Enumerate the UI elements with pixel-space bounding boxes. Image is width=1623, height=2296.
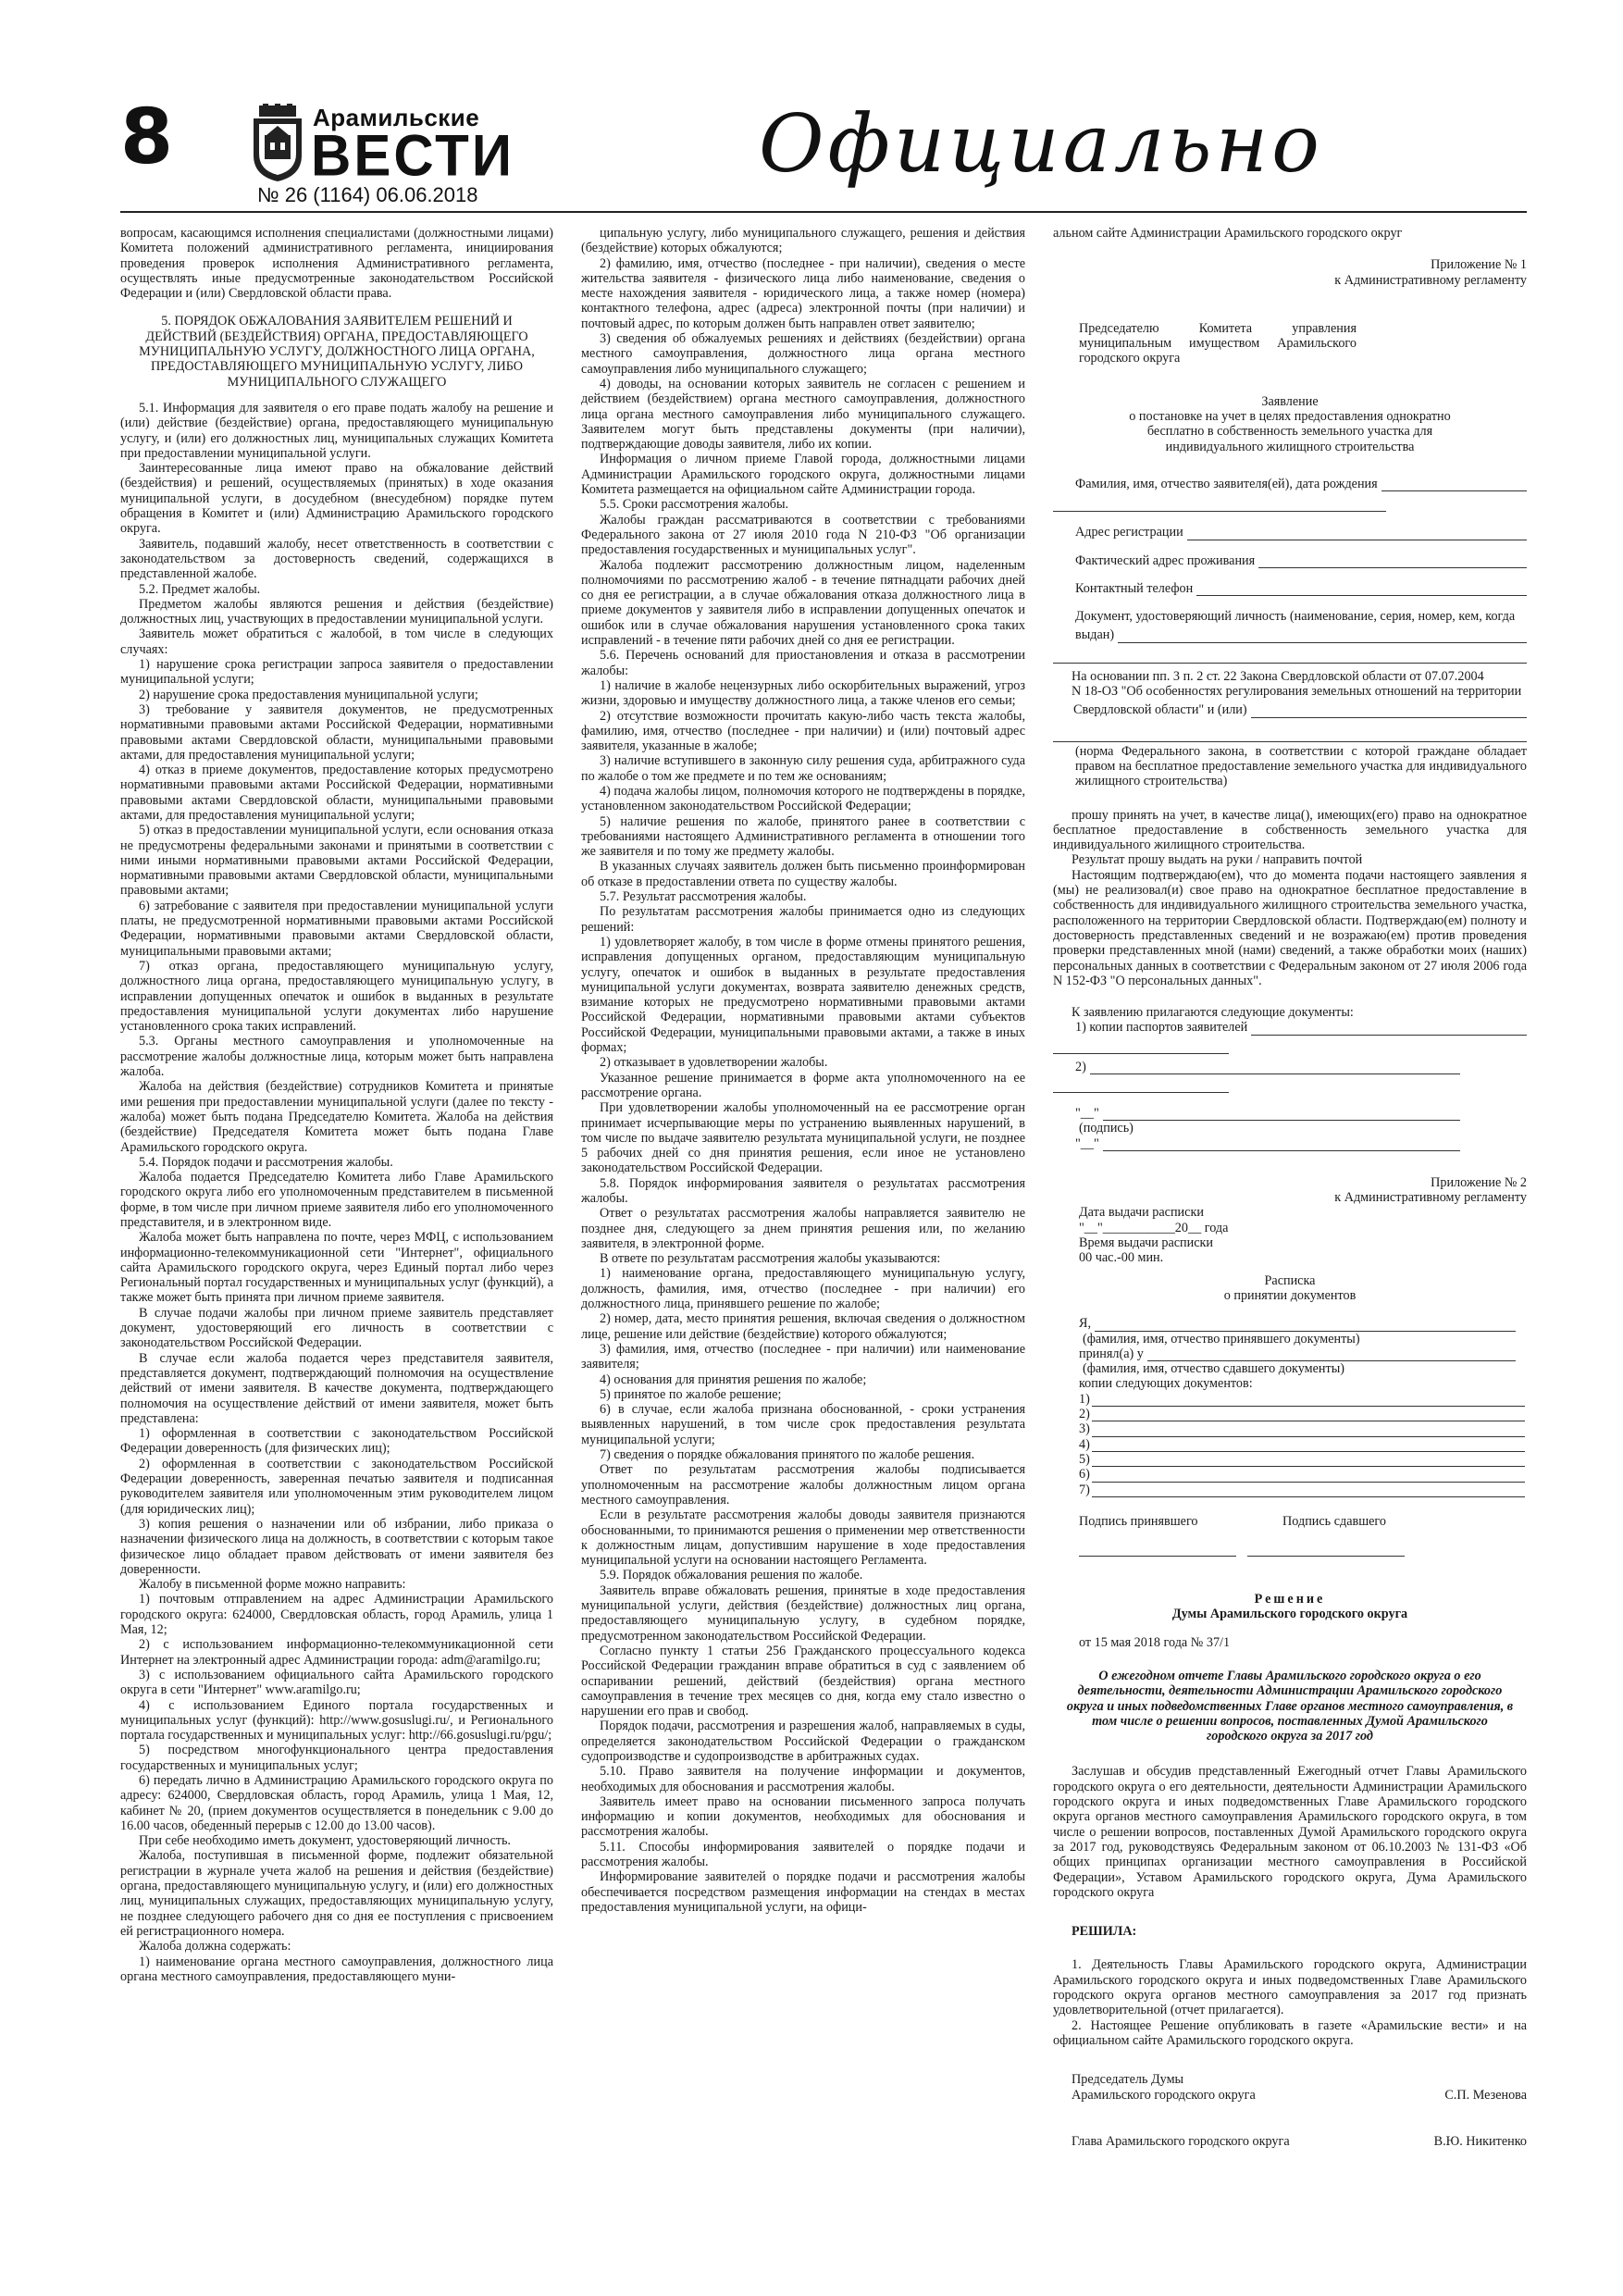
decision-topic: О ежегодном отчете Главы Арамильского городского округа о его деятельности, деятельности Администрации Арамильского городского округа и иных подведомственных Главе органов местного самоуправления, в том числе о решении вопросов, поставленных Думой Арамильского городского округа за 2017 год	[1066, 1669, 1514, 1744]
paragraph: 2) номер, дата, место принятия решения, включая сведения о должностном лице, решение или действие (бездействие) которого обжалуются;	[581, 1311, 1025, 1342]
paragraph: Жалоба должна содержать:	[139, 1939, 291, 1955]
phone-field[interactable]	[1053, 581, 1527, 596]
receipt-item-number: 6)	[1079, 1467, 1090, 1483]
paragraph: Жалоба может быть направлена по почте, через МФЦ, с использованием информационно-телекоммуникационной сети "Интернет", официального сайта Арамильского городского округа, через Единый портал либо через Региональный портал государственных и муниципальных услуг (функций), а также может быть принята при личном приеме заявителя.	[120, 1230, 553, 1306]
paragraph: 5) принятое по жалобе решение;	[600, 1386, 782, 1402]
id-document-label: Документ, удостоверяющий личность (наименование, серия, номер, кем, когда	[1075, 609, 1516, 625]
paragraph: В случае подачи жалобы при личном приеме заявитель представляет документ, удостоверяющий его личность в соответствии с законодательством Российской Федерации.	[120, 1305, 553, 1351]
chair-title-1: Председатель Думы	[1072, 2072, 1184, 2088]
paragraph: Согласно пункту 1 статьи 256 Гражданского процессуального кодекса Российской Федерации гражданин вправе обратиться в суд с заявлением об оспаривании решений, действий (бездействия) органа местного самоуправления в течение трех месяцев со дня, когда ему стало известно о нарушении его прав и свобод.	[581, 1643, 1025, 1719]
paragraph: Ответ по результатам рассмотрения жалобы подписывается уполномоченным на рассмотрение жалобы должностным лицом органа местного самоуправления.	[581, 1462, 1025, 1508]
paragraph: 5.10. Право заявителя на получение информации и документов, необходимых для обоснования и рассмотрения жалобы.	[581, 1764, 1025, 1794]
masthead	[120, 94, 1527, 205]
paragraph: В указанных случаях заявитель должен быть письменно проинформирован об отказе в предоставлении ответа по существу жалобы.	[581, 859, 1025, 889]
head-signature	[1053, 2134, 1527, 2149]
annex-1-title: Приложение № 1	[1431, 257, 1527, 273]
paragraph: 6) передать лично в Администрацию Арамильского городского округа по адресу: 624000, Свердловская область, город Арамиль, улица 1 Мая, 12, кабинет № 20, (прием документов осуществляется в понедельник с 9.00 до 16.00 часов, обеденный перерыв с 12.00 до 13.00 часов).	[120, 1772, 553, 1833]
paragraph: ципальную услугу, либо муниципального служащего, решения и действия (бездействие) которых обжалуются;	[581, 226, 1025, 256]
actual-address-field[interactable]	[1053, 553, 1527, 568]
paragraph: Если в результате рассмотрения жалобы доводы заявителя признаются обоснованными, то принимаются решения о применении мер ответственности к должностным лицам, допустившим нарушение в ходе предоставления муниципальной услуги на основании настоящего Регламента.	[581, 1508, 1025, 1569]
section-title: Официально	[759, 98, 1323, 191]
annex-2-title: Приложение № 2	[1431, 1174, 1527, 1190]
chair-signature	[1053, 2088, 1527, 2103]
registration-address-field[interactable]	[1053, 525, 1527, 540]
paragraph: 1) почтовым отправлением на адрес Администрации Арамильского городского округа: 624000, Свердловская область, город Арамиль, улица 1 Мая, 12;	[120, 1592, 553, 1638]
paragraph: Жалоба подлежит рассмотрению должностным лицом, наделенным полномочиями по рассмотрению жалоб - в течение пятнадцати рабочих дней со дня ее регистрации, а в случае обжалования отказа должностного лица в приеме документов у заявителя либо в исправлении допущенных опечаток и ошибок или в случае обжалования нарушения установленного срока таких исправлений - в течение пяти рабочих дней со дня ее регистрации.	[581, 557, 1025, 649]
head-title: Глава Арамильского городского округа	[1072, 2133, 1290, 2149]
paragraph: 5.11. Способы информирования заявителей о порядке подачи и рассмотрения жалобы.	[581, 1839, 1025, 1870]
paragraph: 5.5. Сроки рассмотрения жалобы.	[600, 497, 789, 513]
paragraph: Информирование заявителей о порядке подачи и рассмотрения жалобы обеспечивается посредством размещения информации на стендах в местах предоставления муниципальной услуги, на офици-	[581, 1869, 1025, 1915]
field-label: Фамилия, имя, отчество заявителя(ей), дата рождения	[1075, 476, 1378, 491]
receipt-time-value: 00 час.-00 мин.	[1079, 1250, 1164, 1266]
attachment-1-field[interactable]	[1053, 1020, 1527, 1035]
column-1-body	[120, 401, 553, 1984]
paragraph: Заявитель, подавший жалобу, несет ответственность в соответствии с законодательством за достоверность сведений, содержащихся в представленной жалобе.	[120, 536, 553, 582]
paragraph: вопросам, касающимся исполнения специалистами (должностными лицами) Комитета положений административного регламента, инициирования проведения проверок исполнения Административного регламента, осуществлять иные предусмотренные законодательством Российской Федерации и (или) Свердловской области права.	[120, 226, 553, 302]
paragraph: 5.8. Порядок информирования заявителя о результатах рассмотрения жалобы.	[581, 1175, 1025, 1206]
submitter-signature-label: Подпись сдавшего	[1282, 1513, 1386, 1529]
paragraph: 5) отказ в предоставлении муниципальной услуги, если основания отказа не предусмотрены федеральными законами и принятыми в соответствии с ними иными нормативными правовыми актами Российской Федерации, нормативными правовыми актами Свердловской области, муниципальными правовыми актами;	[120, 823, 553, 899]
paragraph: 3) требование у заявителя документов, не предусмотренных нормативными правовыми актами Российской Федерации, нормативными правовыми актами Свердловской области, муниципальными правовыми актами, для предоставления муниципальной услуги;	[120, 701, 553, 763]
request-text: прошу принять на учет, в качестве лица(), имеющих(его) право на однократное бесплатное предоставление в собственность земельного участка для индивидуального жилищного строительства.	[1053, 807, 1527, 853]
application-title: Заявление	[1261, 393, 1319, 409]
receipt-item-field[interactable]	[1079, 1392, 1527, 1407]
section-heading: 5. ПОРЯДОК ОБЖАЛОВАНИЯ ЗАЯВИТЕЛЕМ РЕШЕНИЙ И ДЕЙСТВИЙ (БЕЗДЕЙСТВИЯ) ОРГАНА, ПРЕДОСТАВЛЯЮЩЕГО МУНИЦИПАЛЬНУЮ УСЛУГУ, ДОЛЖНОСТНОГО ЛИЦА ОРГАНА, ПРЕДОСТАВЛЯЮЩЕГО МУНИЦИПАЛЬНУЮ УСЛУГУ, ЛИБО МУНИЦИПАЛЬНОГО СЛУЖАЩЕГО	[139, 314, 535, 390]
paragraph: 2) фамилию, имя, отчество (последнее - при наличии), сведения о месте жительства заявителя - физического лица либо наименование, сведения о месте нахождения заявителя - юридического лица, а также номер (номера) контактного телефона, адрес (адреса) электронной почты (при наличии) и почтовый адрес, по которым должен быть направлен ответ заявителю;	[581, 255, 1025, 331]
blank-line	[1053, 1078, 1229, 1093]
name-field[interactable]	[1053, 477, 1527, 491]
resolved-heading: РЕШИЛА:	[1072, 1924, 1137, 1940]
receipt-item-number: 7)	[1079, 1482, 1090, 1497]
paragraph: 5.3. Органы местного самоуправления и уполномоченные на рассмотрение жалобы должностные лица, которым может быть направлена жалоба.	[120, 1034, 553, 1080]
copies-label: копии следующих документов:	[1079, 1376, 1253, 1392]
receipt-item-number: 4)	[1079, 1436, 1090, 1452]
decision-date: от 15 мая 2018 года № 37/1	[1079, 1634, 1231, 1650]
receipt-items-list	[1053, 1392, 1527, 1497]
paragraph: В ответе по результатам рассмотрения жалобы указываются:	[600, 1251, 941, 1267]
decision-body: Думы Арамильского городского округа	[1171, 1607, 1408, 1622]
paragraph: 1) удовлетворяет жалобу, в том числе в форме отмены принятого решения, исправления допущенных органом, предоставляющим муниципальную услугу, опечаток и ошибок в выданных в результате предоставления муниципальной услуги документах, возврата заявителю денежных средств, взимание которых не предусмотрено нормативными правовыми актами Российской Федерации, нормативными правовыми актами субъектов Российской Федерации, муниципальными правовыми актами, а также в иных формах;	[581, 934, 1025, 1056]
receiver-field[interactable]	[1053, 1316, 1516, 1331]
paragraph: 5.9. Порядок обжалования решения по жалобе.	[600, 1568, 863, 1583]
paragraph: 5.2. Предмет жалобы.	[139, 581, 261, 597]
attachment-2-field[interactable]	[1053, 1060, 1460, 1074]
submitter-field[interactable]	[1053, 1347, 1516, 1361]
paragraph: Порядок подачи, рассмотрения и разрешения жалоб, направляемых в суды, определяется законодательством Российской Федерации о гражданском судопроизводстве и судопроизводстве в арбитражных судах.	[581, 1719, 1025, 1764]
id-document-field[interactable]	[1053, 627, 1527, 642]
paragraph: 4) доводы, на основании которых заявитель не согласен с решением и действием (бездействием) органа местного самоуправления, должностного лица органа местного самоуправления либо муниципального служащего. Заявителем могут быть представлены документы (при наличии), подтверждающие доводы заявителя, либо их копии.	[581, 376, 1025, 453]
submitter-signature-line[interactable]	[1247, 1542, 1405, 1557]
receipt-item-field[interactable]	[1079, 1437, 1527, 1452]
paragraph: Заинтересованные лица имеют право на обжалование действий (бездействия) и решений, осуществляемых (принятых) в ходе оказания муниципальной услуги, в досудебном (внесудебном) порядке путем обращения в Комитет и (или) Администрацию Арамильского городского округа.	[120, 461, 553, 537]
paragraph: 1) нарушение срока регистрации запроса заявителя о предоставлении муниципальной услуги;	[120, 657, 553, 688]
basis-text: На основании пп. 3 п. 2 ст. 22 Закона Свердловской области от 07.07.2004	[1072, 668, 1484, 684]
paragraph: 1) наименование органа местного самоуправления, должностного лица органа местного самоуправления, предоставляющего муни-	[120, 1954, 553, 1984]
column-2	[581, 226, 1025, 1915]
paragraph: Информация о личном приеме Главой города, должностными лицами Администрации Арамильского городского округа, должностными лицами Комитета размещается на официальном сайте Администрации города.	[581, 452, 1025, 498]
paragraph: 4) отказ в приеме документов, предоставление которых предусмотрено нормативными правовыми актами Российской Федерации, нормативными правовыми актами Свердловской области, муниципальными правовыми актами, для предоставления муниципальной услуги;	[120, 763, 553, 823]
paragraph: При удовлетворении жалобы уполномоченный на ее рассмотрение орган принимает исчерпывающие меры по устранению выявленных нарушений, в том числе по выдаче заявителю результата муниципальной услуги, не позднее 5 рабочих дней со дня принятия решения, если иное не установлено законодательством Российской Федерации.	[581, 1100, 1025, 1176]
resolution-1: 1. Деятельность Главы Арамильского городского округа, Администрации Арамильского городского округа и иных подведомственных Главе Арамильского городского округа органов местного самоуправления за 2017 год признать удовлетворительной (отчет прилагается).	[1053, 1957, 1527, 2018]
blank-line	[1053, 649, 1527, 664]
issue-info: № 26 (1164) 06.06.2018	[257, 183, 478, 206]
receipt-date-value: "__"___________20__ года	[1079, 1220, 1229, 1235]
paragraph: 6) в случае, если жалоба признана обоснованной, - сроки устранения выявленных нарушений, в том числе срок предоставления результата муниципальной услуги;	[581, 1402, 1025, 1447]
receipt-item-number: 3)	[1079, 1421, 1090, 1437]
paragraph: 7) отказ органа, предоставляющего муниципальную услугу, должностного лица органа, предоставляющего муниципальную услугу, в исправлении допущенных опечаток и ошибок в выданных в результате предоставления муниципальной услуги документах либо нарушение установленного срока таких исправлений.	[120, 958, 553, 1035]
paragraph: 2) нарушение срока предоставления муниципальной услуги;	[139, 687, 478, 702]
paragraph: 4) с использованием Единого портала государственных и муниципальных услуг (функций): http://www.gosuslugi.ru/, и Регионального портала государственных и муниципальных услуг: http://66.gosuslugi.ru/pgu/;	[120, 1697, 553, 1744]
decision-text: Заслушав и обсудив представленный Ежегодный отчет Главы Арамильского городского округа о его деятельности, деятельности Администрации Арамильского городского округа и иных подведомственных Главе Арамильского городского округа органов местного самоуправления Арамильского городского округа, в том числе о решении вопросов, поставленных Думой Арамильского городского округа за 2017 год, руководствуясь Федеральным законом от 06.10.2003 № 131-ФЗ «Об общих принципах организации местного самоуправления в Российской Федерации», Уставом Арамильского городского округа, Дума Арамильского городского округа	[1053, 1764, 1527, 1900]
field-label: Фактический адрес проживания	[1075, 552, 1256, 568]
paragraph: 2) отказывает в удовлетворении жалобы.	[600, 1055, 828, 1071]
paragraph: Предметом жалобы являются решения и действия (бездействие) должностных лиц, участвующих в предоставлении муниципальной услуги.	[120, 596, 553, 627]
basis-field[interactable]	[1053, 702, 1527, 717]
receipt-date-label: Дата выдачи расписки	[1079, 1205, 1204, 1221]
paragraph: Жалоба на действия (бездействие) сотрудников Комитета и принятые ими решения при предоставлении муниципальной услуги (далее по тексту - жалоба) может быть подана Председателю Комитета. Жалоба на действия (бездействие) Председателя Комитета может быть подана Главе Арамильского городского округа.	[120, 1079, 553, 1155]
receipt-item-field[interactable]	[1079, 1407, 1527, 1421]
field-label: Адрес регистрации	[1075, 525, 1183, 540]
paragraph: 3) сведения об обжалуемых решениях и действиях (бездействии) органа местного самоуправления, должностного лица органа местного самоуправления либо муниципального служащего;	[581, 331, 1025, 377]
paragraph: 7) сведения о порядке обжалования принятого по жалобе решения.	[600, 1447, 975, 1463]
signature-field[interactable]	[1053, 1136, 1460, 1151]
column-1	[120, 226, 553, 1984]
paragraph: 3) фамилия, имя, отчество (последнее - при наличии) или наименование заявителя;	[581, 1341, 1025, 1372]
date-field[interactable]	[1053, 1106, 1460, 1121]
field-label: 2)	[1075, 1059, 1086, 1074]
column-3	[1053, 226, 1527, 2149]
annex-2-subtitle: к Административному регламенту	[1334, 1190, 1527, 1206]
paragraph: 1) наименование органа, предоставляющего муниципальную услугу, должность, фамилия, имя, отчество (последнее - при наличии) его должностного лица, принявшего решение по жалобе;	[581, 1266, 1025, 1312]
paragraph: В случае если жалоба подается через представителя заявителя, представляется документ, подтверждающий полномочия на осуществление действий от имени заявителя. В качестве документа, подтверждающего полномочия на осуществление действий от имени заявителя, может быть представлена:	[120, 1350, 553, 1426]
norm-note: (норма Федерального закона, в соответствии с которой граждане обладает правом на бесплатное предоставление земельного участка для индивидуального жилищного строительства)	[1075, 743, 1527, 789]
blank-line	[1053, 497, 1386, 512]
field-label: Контактный телефон	[1075, 580, 1194, 596]
paragraph: По результатам рассмотрения жалобы принимается одно из следующих решений:	[581, 904, 1025, 935]
receiver-signature-label: Подпись принявшего	[1079, 1513, 1198, 1529]
receipt-title: Расписка	[1264, 1272, 1316, 1288]
receipt-item-field[interactable]	[1079, 1452, 1527, 1467]
paragraph: 5.1. Информация для заявителя о его праве подать жалобу на решение и (или) действие (бездействие) органа, предоставляющего муниципальную услугу, и (или) его должностных лиц, муниципальных служащих Комитета при предоставлении муниципальной услуги.	[120, 400, 553, 461]
paragraph: Заявитель вправе обжаловать решения, принятые в ходе предоставления муниципальной услуги, действия (бездействие) должностных лиц органа, предоставляющего муниципальную услугу, в судебном порядке, предусмотренном законодательством Российской Федерации.	[581, 1582, 1025, 1644]
receipt-item-number: 5)	[1079, 1451, 1090, 1467]
receipt-item-field[interactable]	[1079, 1421, 1527, 1436]
paragraph: При себе необходимо иметь документ, удостоверяющий личность.	[139, 1833, 511, 1849]
paragraph: 3) с использованием официального сайта Арамильского городского округа в сети "Интернет" www.aramilgo.ru;	[120, 1667, 553, 1698]
resolution-2: 2. Настоящее Решение опубликовать в газете «Арамильские вести» и на официальном сайте Арамильского городского округа.	[1053, 2017, 1527, 2048]
field-label: "__"	[1075, 1136, 1099, 1151]
head-name: В.Ю. Никитенко	[1433, 2133, 1527, 2149]
paragraph: Указанное решение принимается в форме акта уполномоченного на ее рассмотрение органа.	[581, 1070, 1025, 1100]
submitter-note: (фамилия, имя, отчество сдавшего документы)	[1083, 1361, 1344, 1377]
field-label: принял(а) у	[1079, 1346, 1144, 1361]
paragraph: 2) оформленная в соответствии с законодательством Российской Федерации доверенность, заверенная печатью заявителя и подписанная руководителем заявителя или уполномоченным этим руководителем лицом (для юридических лиц);	[120, 1456, 553, 1517]
header-divider	[120, 211, 1527, 213]
paragraph: 6) затребование с заявителя при предоставлении муниципальной услуги платы, не предусмотренной нормативными правовыми актами Российской Федерации, нормативными правовыми актами Свердловской области, муниципальными правовыми актами;	[120, 898, 553, 959]
receipt-subtitle: о принятии документов	[1223, 1287, 1357, 1303]
paragraph: альном сайте Администрации Арамильского городского округ	[1053, 226, 1403, 241]
field-label: 1) копии паспортов заявителей	[1075, 1020, 1248, 1036]
paper-name-small: Арамильские	[313, 104, 480, 131]
field-label: Я,	[1079, 1316, 1092, 1332]
paragraph: 3) копия решения о назначении или об избрании, либо приказа о назначении физического лица на должность, в соответствии с которым такое физическое лицо обладает правом действовать от имени заявителя без доверенности.	[120, 1516, 553, 1577]
city-crest-icon	[250, 104, 305, 183]
column-2-body	[581, 226, 1025, 1915]
decision-title: Решение	[1254, 1592, 1326, 1607]
paragraph: 3) наличие вступившего в законную силу решения суда, арбитражного суда по жалобе о том же предмете и по тем же основаниям;	[581, 753, 1025, 784]
receiver-signature-line[interactable]	[1079, 1542, 1236, 1557]
attachments-label: К заявлению прилагаются следующие документы:	[1072, 1005, 1354, 1021]
page-number: 8	[120, 93, 174, 181]
addressee: Председателю Комитета управления муниципальным имуществом Арамильского городского округа	[1079, 320, 1357, 366]
signature-label: (подпись)	[1079, 1121, 1134, 1136]
annex-1-subtitle: к Административному регламенту	[1334, 272, 1527, 288]
signature-lines	[1053, 1542, 1405, 1557]
field-label: "__"	[1075, 1105, 1099, 1121]
receipt-signatures	[1053, 1514, 1386, 1529]
paper-name: ВЕСТИ	[311, 123, 514, 189]
chair-name: С.П. Мезенова	[1444, 2087, 1527, 2103]
field-label: Свердловской области" и (или)	[1073, 702, 1247, 718]
paragraph: Жалобы граждан рассматриваются в соответствии с требованиями Федерального закона от 27 июля 2010 года N 210-ФЗ "Об организации предоставления государственных и муниципальных услуг".	[581, 512, 1025, 558]
paragraph: 5.6. Перечень оснований для приостановления и отказа в рассмотрении жалобы:	[581, 648, 1025, 678]
paragraph: Жалоба, поступившая в письменной форме, подлежит обязательной регистрации в журнале учета жалоб на решения и действия (бездействие) органа, предоставляющего муниципальную услугу, и (или) его должностных лиц, муниципальных служащих, предоставляющих муниципальную услугу, не позднее следующего рабочего дня со дня ее поступления с присвоением ей регистрационного номера.	[120, 1848, 553, 1939]
application-subtitle: о постановке на учет в целях предоставления однократно бесплатно в собственность земельного участка для индивидуального жилищного строительства	[1129, 409, 1451, 454]
paragraph: 4) подача жалобы лицом, полномочия которого не подтверждены в порядке, установленном законодательством Российской Федерации;	[581, 783, 1025, 814]
paragraph: Заявитель может обратиться с жалобой, в том числе в следующих случаях:	[120, 627, 553, 657]
paragraph: Заявитель имеет право на основании письменного запроса получать информацию и копии документов, необходимых для обоснования и рассмотрения жалобы.	[581, 1793, 1025, 1840]
receipt-time-label: Время выдачи расписки	[1079, 1235, 1214, 1251]
blank-line	[1053, 727, 1527, 742]
paragraph: 5) наличие решения по жалобе, принятого ранее в соответствии с требованиями настоящего Административного регламента в отношении того же заявителя и по тому же предмету жалобы.	[581, 813, 1025, 860]
receipt-item-field[interactable]	[1079, 1467, 1527, 1482]
basis-text: N 18-ОЗ "Об особенностях регулирования земельных отношений на территории	[1072, 684, 1522, 700]
paragraph: Жалобу в письменной форме можно направить:	[139, 1577, 406, 1593]
receipt-item-number: 1)	[1079, 1391, 1090, 1407]
paragraph: 1) наличие в жалобе нецензурных либо оскорбительных выражений, угроз жизни, здоровью и имуществу должностного лица, а также членов его семьи;	[581, 677, 1025, 709]
blank-line	[1053, 1039, 1229, 1054]
paragraph: 5) посредством многофункционального центра предоставления государственных и муниципальных услуг;	[120, 1743, 553, 1773]
paragraph: 4) основания для принятия решения по жалобе;	[600, 1371, 867, 1387]
paragraph: Ответ о результатах рассмотрения жалобы направляется заявителю не позднее дня, следующего за днем принятия решения или, по желанию заявителя, в электронной форме.	[581, 1206, 1025, 1251]
confirmation-text: Настоящим подтверждаю(ем), что до момента подачи настоящего заявления я (мы) не реализовал(и) свое право на однократное бесплатное предоставление в собственность для индивидуального жилищного строительства земельного участка, расположенного на территории Свердловской области. Подтверждаю(ем) полноту и достоверность представленных сведений и не возражаю(ем) против проведения проверки представленных мной (нами) сведений, а также обработки моих (наших) персональных данных в соответствии с Федеральным законом от 27 июля 2006 года N 152-ФЗ "О персональных данных".	[1053, 867, 1527, 988]
paragraph: 5.4. Порядок подачи и рассмотрения жалобы.	[139, 1154, 393, 1170]
receiver-note: (фамилия, имя, отчество принявшего документы)	[1083, 1331, 1360, 1347]
field-label: выдан)	[1075, 627, 1115, 643]
paragraph: 2) с использованием информационно-телекоммуникационной сети Интернет на электронный адрес Администрации города: adm@aramilgo.ru;	[120, 1637, 553, 1668]
paragraph: 5.7. Результат рассмотрения жалобы.	[600, 889, 807, 905]
paragraph: 1) оформленная в соответствии с законодательством Российской Федерации доверенность (для физических лиц);	[120, 1426, 553, 1457]
result-text: Результат прошу выдать на руки / направить почтой	[1072, 852, 1363, 868]
receipt-item-number: 2)	[1079, 1407, 1090, 1422]
paragraph: 2) отсутствие возможности прочитать какую-либо часть текста жалобы, фамилию, имя, отчество (последнее - при наличии) и (или) почтовый адрес заявителя, указанные в жалобе;	[581, 708, 1025, 754]
chair-title-2: Арамильского городского округа	[1072, 2087, 1256, 2103]
receipt-item-field[interactable]	[1079, 1483, 1527, 1497]
paragraph: Жалоба подается Председателю Комитета либо Главе Арамильского городского округа либо его уполномоченным представителем в письменной форме, в том числе при личном приеме заявителя либо его уполномоченного представителя, и в электронном виде.	[120, 1170, 553, 1230]
